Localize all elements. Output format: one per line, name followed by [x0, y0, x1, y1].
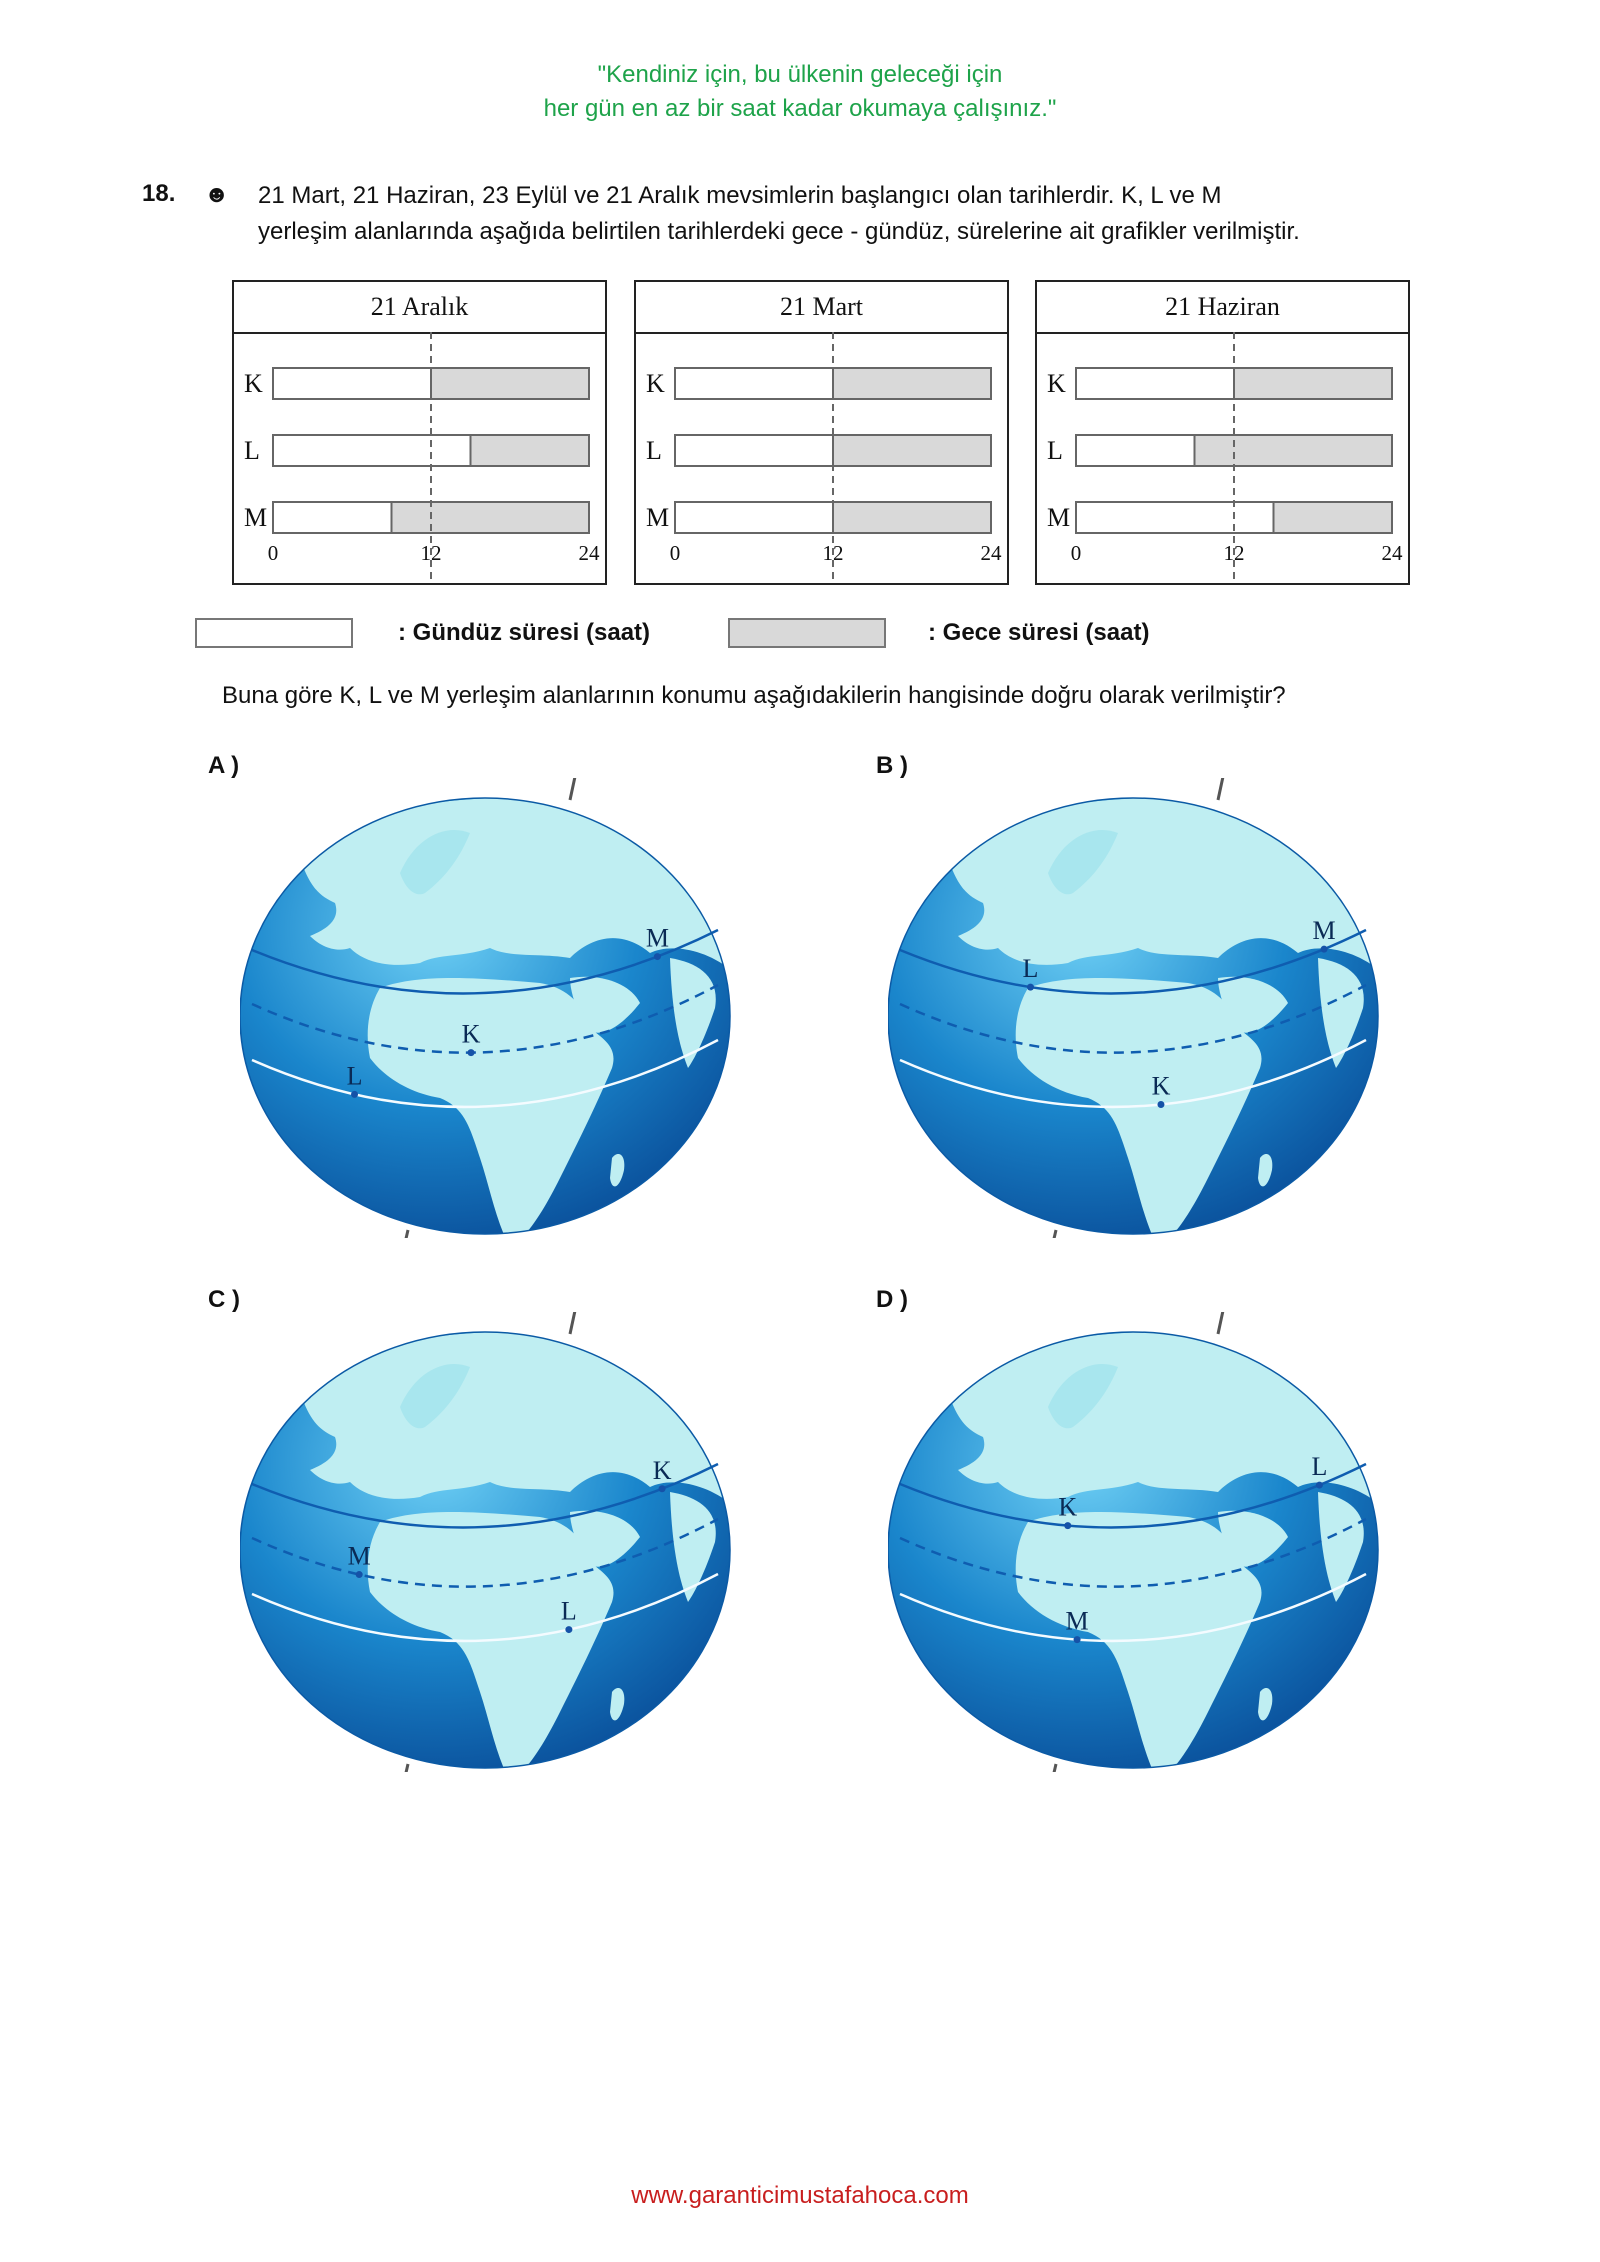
chart-title: 21 Aralık — [234, 282, 605, 334]
point-m-dot — [1074, 1636, 1081, 1643]
point-l-dot — [1027, 984, 1034, 991]
chart-plot — [1037, 332, 1408, 583]
tick-label-12: 12 — [822, 541, 844, 565]
chart-plot — [636, 332, 1007, 583]
point-k-dot — [1157, 1101, 1164, 1108]
point-m-label: M — [1065, 1606, 1089, 1636]
night-bar-l — [1195, 435, 1393, 466]
question-number: 18. — [142, 180, 176, 207]
row-label-m: M — [244, 503, 268, 532]
option-a-label[interactable]: A ) — [208, 752, 240, 779]
quote-line-2: her gün en az bir saat kadar okumaya çalışınız." — [543, 95, 1057, 122]
globe-option-a[interactable] — [240, 778, 740, 1238]
day-bar-k — [1076, 368, 1234, 399]
chart-21-aralik — [232, 280, 607, 585]
option-b-label[interactable]: B ) — [876, 752, 908, 779]
point-k-label: K — [1151, 1071, 1171, 1101]
tick-label-12: 12 — [1223, 541, 1245, 565]
day-bar-m — [675, 502, 833, 533]
day-bar-m — [273, 502, 392, 533]
row-label-k: K — [1047, 369, 1066, 398]
day-bar-l — [273, 435, 471, 466]
axis-top-line — [570, 778, 576, 800]
point-m-dot — [1321, 946, 1328, 953]
day-bar-l — [1076, 435, 1195, 466]
question-text-line-2: yerleşim alanlarında aşağıda belirtilen tarihlerdeki gece - gündüz, sürelerine ait grafikler verilmiştir. — [258, 218, 1300, 245]
point-k-label: K — [652, 1455, 672, 1485]
night-bar-l — [833, 435, 991, 466]
legend-day-swatch — [195, 618, 353, 648]
axis-top-line — [1218, 1312, 1224, 1334]
point-m-dot — [356, 1571, 363, 1578]
chart-title: 21 Haziran — [1037, 282, 1408, 334]
axis-bottom-line — [402, 1230, 408, 1238]
axis-bottom-line — [1050, 1230, 1056, 1238]
question-ask: Buna göre K, L ve M yerleşim alanlarının konumu aşağıdakilerin hangisinde doğru olarak verilmiştir? — [222, 682, 1286, 709]
row-label-m: M — [1047, 503, 1071, 532]
smiley-icon: ☻ — [204, 181, 230, 208]
option-c-label[interactable]: C ) — [208, 1286, 240, 1313]
globe-option-d[interactable] — [888, 1312, 1388, 1772]
option-d-label[interactable]: D ) — [876, 1286, 908, 1313]
point-l-label: L — [346, 1061, 363, 1091]
question-text — [258, 178, 1498, 250]
night-bar-m — [392, 502, 590, 533]
night-bar-m — [833, 502, 991, 533]
tick-label-24: 24 — [980, 541, 1002, 565]
globe-option-c[interactable] — [240, 1312, 740, 1772]
tick-label-0: 0 — [1070, 541, 1082, 565]
globe-option-b[interactable] — [888, 778, 1388, 1238]
row-label-m: M — [646, 503, 670, 532]
chart-21-mart — [634, 280, 1009, 585]
night-bar-k — [1234, 368, 1392, 399]
point-k-dot — [659, 1485, 666, 1492]
point-m-label: M — [347, 1541, 371, 1571]
night-bar-k — [833, 368, 991, 399]
tick-label-24: 24 — [1381, 541, 1403, 565]
axis-top-line — [570, 1312, 576, 1334]
tick-label-12: 12 — [420, 541, 442, 565]
point-k-dot — [468, 1049, 475, 1056]
point-m-label: M — [645, 923, 669, 953]
point-k-label: K — [1058, 1492, 1078, 1522]
chart-21-haziran — [1035, 280, 1410, 585]
point-l-label: L — [1022, 954, 1039, 984]
legend-day-label: : Gündüz süresi (saat) — [398, 619, 651, 646]
night-bar-m — [1274, 502, 1393, 533]
night-bar-l — [471, 435, 590, 466]
chart-title: 21 Mart — [636, 282, 1007, 334]
point-l-dot — [1316, 1482, 1323, 1489]
row-label-l: L — [646, 436, 662, 465]
row-label-k: K — [244, 369, 263, 398]
point-k-dot — [1064, 1522, 1071, 1529]
point-l-dot — [565, 1626, 572, 1633]
day-bar-k — [273, 368, 431, 399]
day-bar-l — [675, 435, 833, 466]
legend-night-swatch — [728, 618, 886, 648]
point-k-label: K — [461, 1019, 481, 1049]
quote-line-1: "Kendiniz için, bu ülkenin geleceği için — [597, 61, 1003, 88]
axis-bottom-line — [1050, 1764, 1056, 1772]
point-m-dot — [654, 953, 661, 960]
footer-url: www.garanticimustafahoca.com — [631, 2182, 969, 2209]
axis-top-line — [1218, 778, 1224, 800]
axis-bottom-line — [402, 1764, 408, 1772]
day-bar-k — [675, 368, 833, 399]
row-label-l: L — [1047, 436, 1063, 465]
question-text-line-1: 21 Mart, 21 Haziran, 23 Eylül ve 21 Aralık mevsimlerin başlangıcı olan tarihlerdir. K, L ve M — [258, 182, 1222, 209]
row-label-l: L — [244, 436, 260, 465]
tick-label-24: 24 — [578, 541, 600, 565]
legend-night-label: : Gece süresi (saat) — [928, 619, 1150, 646]
chart-plot — [234, 332, 605, 583]
point-m-label: M — [1312, 916, 1336, 946]
header-quote — [0, 58, 1600, 126]
point-l-label: L — [1311, 1452, 1328, 1482]
tick-label-0: 0 — [267, 541, 279, 565]
day-bar-m — [1076, 502, 1274, 533]
point-l-dot — [351, 1091, 358, 1098]
row-label-k: K — [646, 369, 665, 398]
tick-label-0: 0 — [669, 541, 681, 565]
point-l-label: L — [560, 1596, 577, 1626]
night-bar-k — [431, 368, 589, 399]
